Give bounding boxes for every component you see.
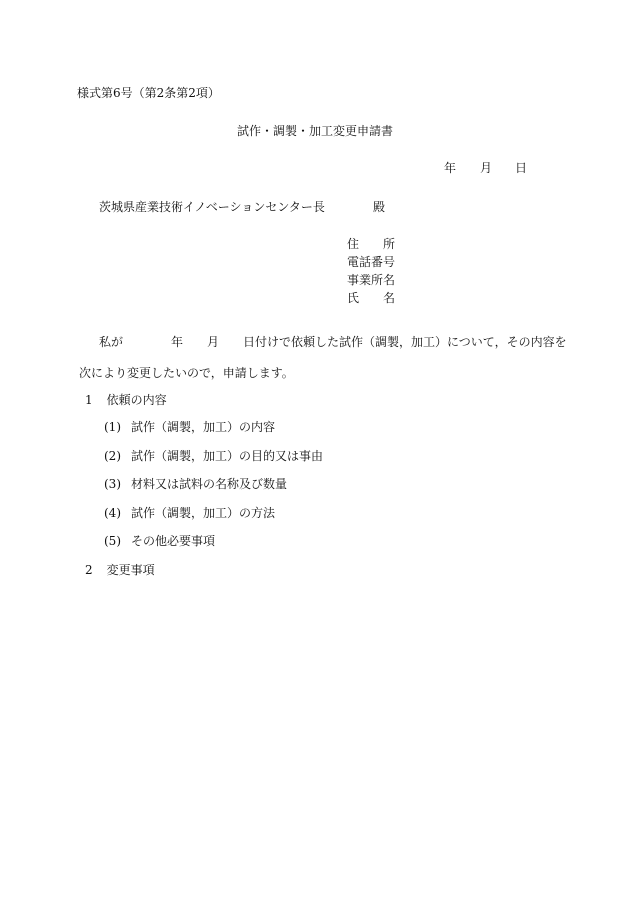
- document-title: 試作・調製・加工変更申請書: [236, 124, 393, 138]
- body-year: 年: [171, 335, 184, 349]
- body-line-2: 次により変更したいので，申請します。: [79, 366, 294, 380]
- section-1-title: 依頼の内容: [106, 393, 167, 407]
- body-line1-rest: 日付けで依頼した試作（調製，加工）について，その内容を: [243, 335, 567, 349]
- list-item: [104, 449, 323, 463]
- date-day-label: 日: [515, 161, 528, 175]
- section-2-number: 2: [85, 563, 93, 577]
- body-month: 月: [207, 335, 220, 349]
- addressee-name: 茨城県産業技術イノベーションセンター長: [99, 200, 325, 214]
- applicant-address-label: 住 所: [347, 237, 396, 251]
- form-number: 様式第6号（第2条第2項）: [77, 86, 220, 100]
- applicant-phone-label: 電話番号: [347, 255, 396, 269]
- date-month-label: 月: [480, 161, 493, 175]
- item-text: その他必要事項: [131, 534, 216, 548]
- item-number: (4): [104, 506, 121, 520]
- item-number: (1): [104, 420, 121, 434]
- item-number: (5): [104, 534, 121, 548]
- addressee-honorific: 殿: [373, 200, 386, 214]
- applicant-name-label: 氏 名: [347, 291, 396, 305]
- item-text: 試作（調製，加工）の目的又は事由: [131, 449, 324, 463]
- item-text: 試作（調製，加工）の内容: [131, 420, 276, 434]
- body-prefix: 私が: [99, 335, 124, 349]
- section-1-heading: [85, 393, 167, 407]
- date-year-label: 年: [444, 161, 457, 175]
- section-2-title: 変更事項: [106, 563, 155, 577]
- item-number: (3): [104, 477, 121, 491]
- list-item: [104, 506, 275, 520]
- item-text: 試作（調製，加工）の方法: [131, 506, 276, 520]
- body-line-1: [99, 335, 567, 349]
- applicant-business-label: 事業所名: [347, 273, 396, 287]
- list-item: [104, 420, 275, 434]
- list-item: [104, 534, 215, 548]
- item-text: 材料又は試料の名称及び数量: [131, 477, 288, 491]
- section-1-number: 1: [85, 393, 93, 407]
- item-number: (2): [104, 449, 121, 463]
- list-item: [104, 477, 287, 491]
- section-2-heading: [85, 563, 155, 577]
